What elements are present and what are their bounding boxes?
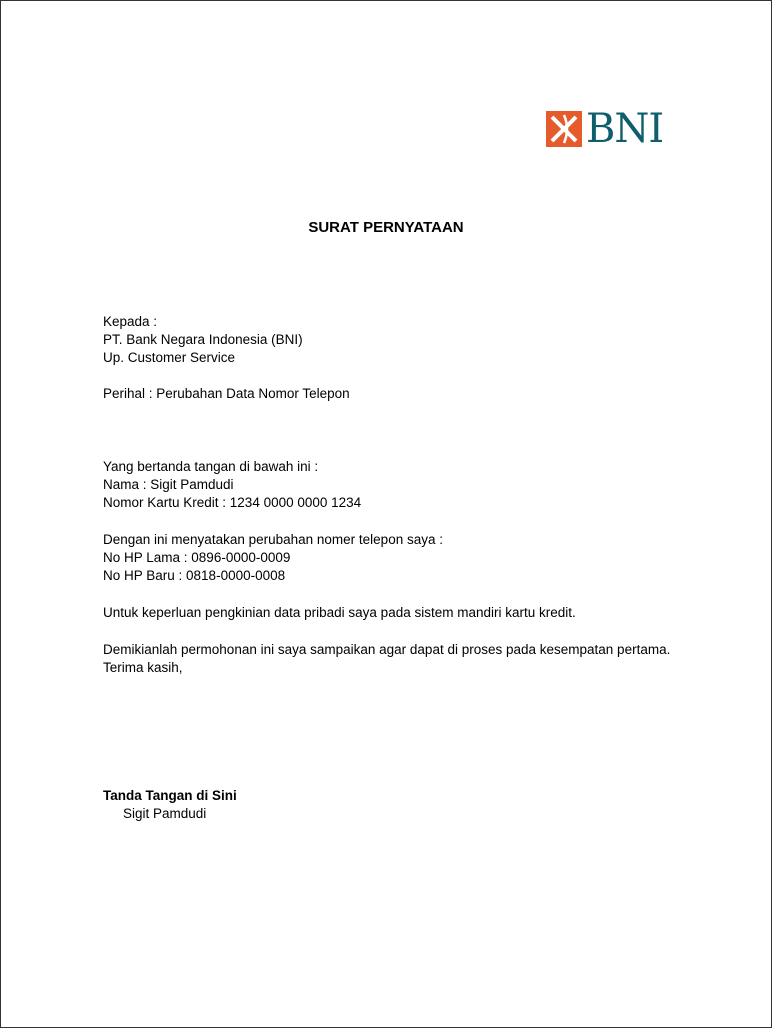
closing-request: Demikianlah permohonan ini saya sampaikan agar dapat di proses pada kesempatan pertama. bbox=[103, 642, 671, 657]
bni-logo bbox=[546, 106, 664, 152]
old-phone: No HP Lama : 0896-0000-0009 bbox=[103, 550, 291, 565]
recipient-company: PT. Bank Negara Indonesia (BNI) bbox=[103, 332, 303, 347]
bni-logo-text: BNI bbox=[586, 106, 664, 152]
page-title: SURAT PERNYATAAN bbox=[308, 219, 464, 236]
purpose-statement: Untuk keperluan pengkinian data pribadi saya pada sistem mandiri kartu kredit. bbox=[103, 605, 576, 620]
subject-line: Perihal : Perubahan Data Nomor Telepon bbox=[103, 386, 350, 401]
signature-label: Tanda Tangan di Sini bbox=[103, 788, 237, 803]
declarant-name: Nama : Sigit Pamdudi bbox=[103, 477, 234, 492]
declarant-card-number: Nomor Kartu Kredit : 1234 0000 0000 1234 bbox=[103, 495, 362, 510]
bni-logo-mark-icon bbox=[546, 111, 582, 147]
declarant-intro: Yang bertanda tangan di bawah ini : bbox=[103, 459, 319, 474]
recipient-attention: Up. Customer Service bbox=[103, 350, 236, 365]
recipient-label: Kepada : bbox=[103, 314, 158, 329]
signature-name: Sigit Pamdudi bbox=[123, 806, 207, 821]
new-phone: No HP Baru : 0818-0000-0008 bbox=[103, 568, 286, 583]
closing-thanks: Terima kasih, bbox=[103, 660, 183, 675]
change-intro: Dengan ini menyatakan perubahan nomer telepon saya : bbox=[103, 532, 443, 547]
